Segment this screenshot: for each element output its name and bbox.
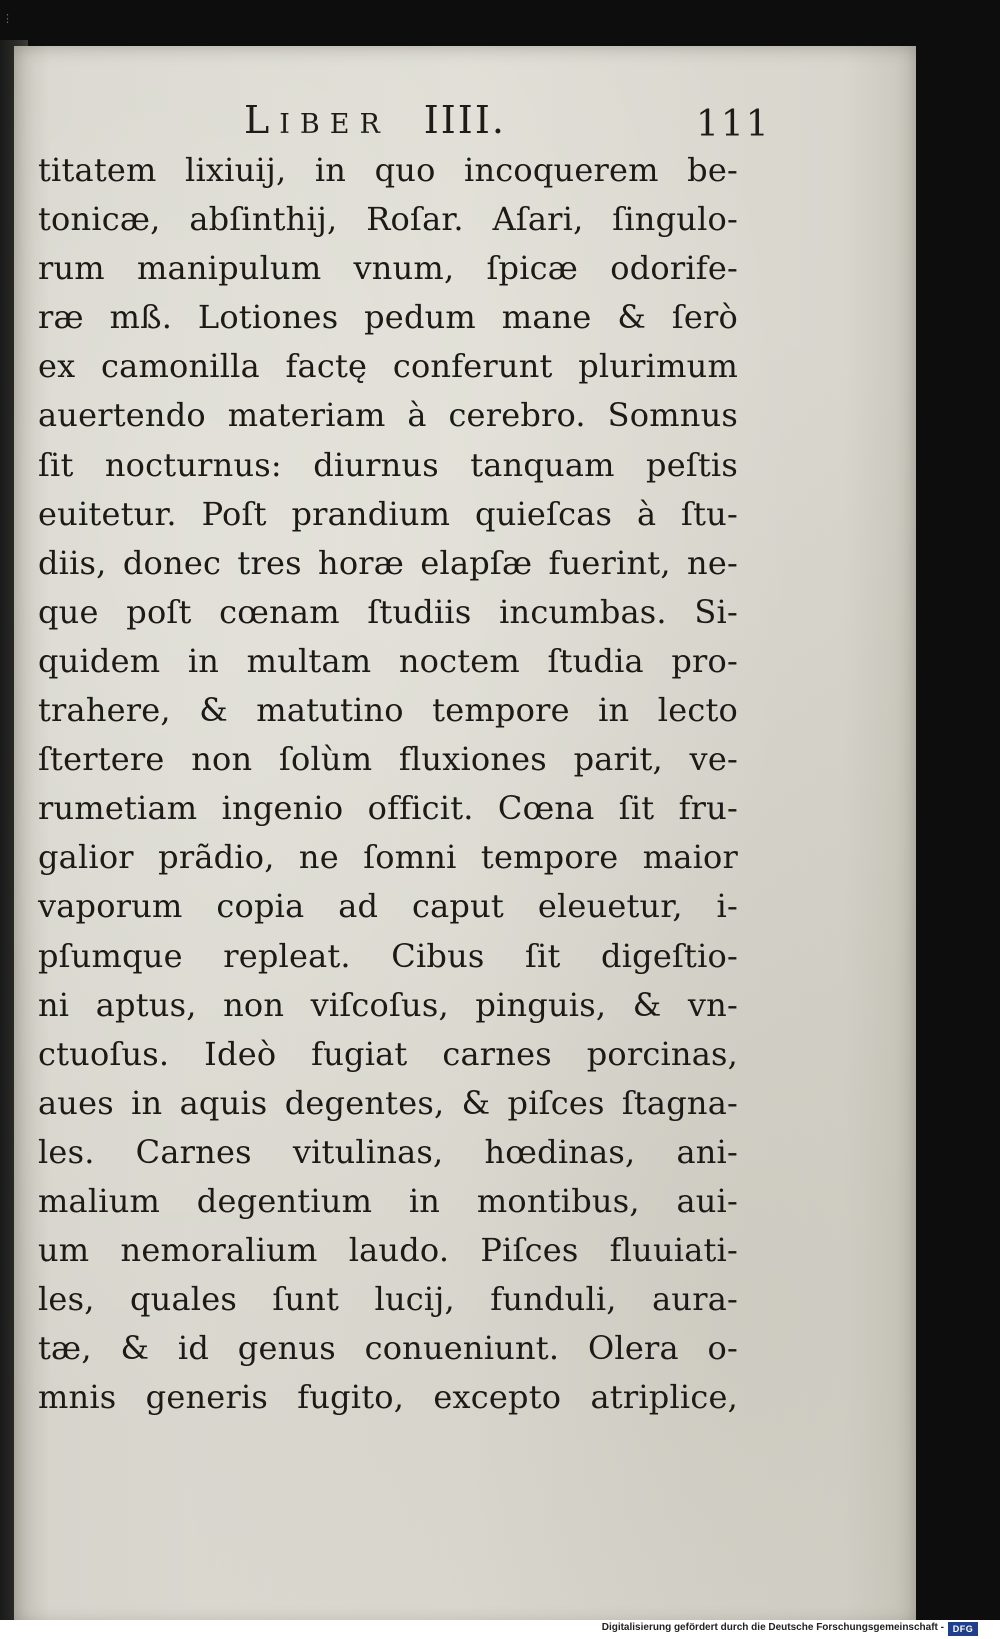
text-line: que poſt cœnam ſtudiis incumbas. Si- <box>38 592 738 631</box>
text-line: rumetiam ingenio officit. Cœna ſit fru- <box>38 789 738 828</box>
text-line: vaporum copia ad caput eleuetur, i- <box>38 887 738 926</box>
text-line: um nemoralium laudo. Piſces fluuiati- <box>38 1231 738 1270</box>
text-line: quidem in multam noctem ſtudia pro- <box>38 641 738 680</box>
text-line: trahere, & matutino tempore in lecto <box>38 691 738 730</box>
running-head <box>244 98 744 142</box>
body-text <box>38 146 738 1422</box>
text-line: les. Carnes vitulinas, hœdinas, ani- <box>38 1132 738 1171</box>
text-line: euitetur. Poſt prandium quieſcas à ſtu- <box>38 494 738 533</box>
book-page <box>14 46 916 1620</box>
corner-mark: ⋮ <box>2 12 13 25</box>
text-line: malium degentium in montibus, aui- <box>38 1181 738 1220</box>
text-line: ctuoſus. Ideò fugiat carnes porcinas, <box>38 1034 738 1073</box>
running-head-liber: Liber <box>244 98 390 142</box>
dfg-logo: DFG <box>948 1622 978 1636</box>
footer-bar <box>0 1620 1000 1639</box>
text-line: tonicæ, abſinthij, Roſar. Aſari, ſingulo- <box>38 200 738 239</box>
text-line: ni aptus, non viſcoſus, pinguis, & vn- <box>38 985 738 1024</box>
funding-credit: Digitalisierung gefördert durch die Deutsche Forschungsgemeinschaft - <box>601 1622 944 1633</box>
text-line: auertendo materiam à cerebro. Somnus <box>38 396 738 435</box>
text-line: galior prãdio, ne ſomni tempore maior <box>38 838 738 877</box>
text-line: rum manipulum vnum, ſpicæ odorife- <box>38 249 738 288</box>
folio-number: 111 <box>696 104 771 145</box>
text-line: mnis generis fugito, excepto atriplice, <box>38 1378 738 1417</box>
text-line: ſit nocturnus: diurnus tanquam peſtis <box>38 445 738 484</box>
text-line: ræ mß. Lotiones pedum mane & ſerò <box>38 298 738 337</box>
text-line: les, quales ſunt lucij, funduli, aura- <box>38 1280 738 1319</box>
text-line: titatem lixiuij, in quo incoquerem be- <box>38 151 738 189</box>
text-line: tæ, & id genus conueniunt. Olera o- <box>38 1329 738 1368</box>
running-head-book-number: IIII. <box>423 98 506 142</box>
text-line: ſtertere non ſolùm fluxiones parit, ve- <box>38 740 738 779</box>
text-line: pſumque repleat. Cibus ſit digeſtio- <box>38 936 738 975</box>
text-line: diis, donec tres horæ elapſæ fuerint, ne- <box>38 543 738 582</box>
text-line: aues in aquis degentes, & piſces ſtagna- <box>38 1083 738 1122</box>
text-line: ex camonilla factę conferunt plurimum <box>38 347 738 386</box>
